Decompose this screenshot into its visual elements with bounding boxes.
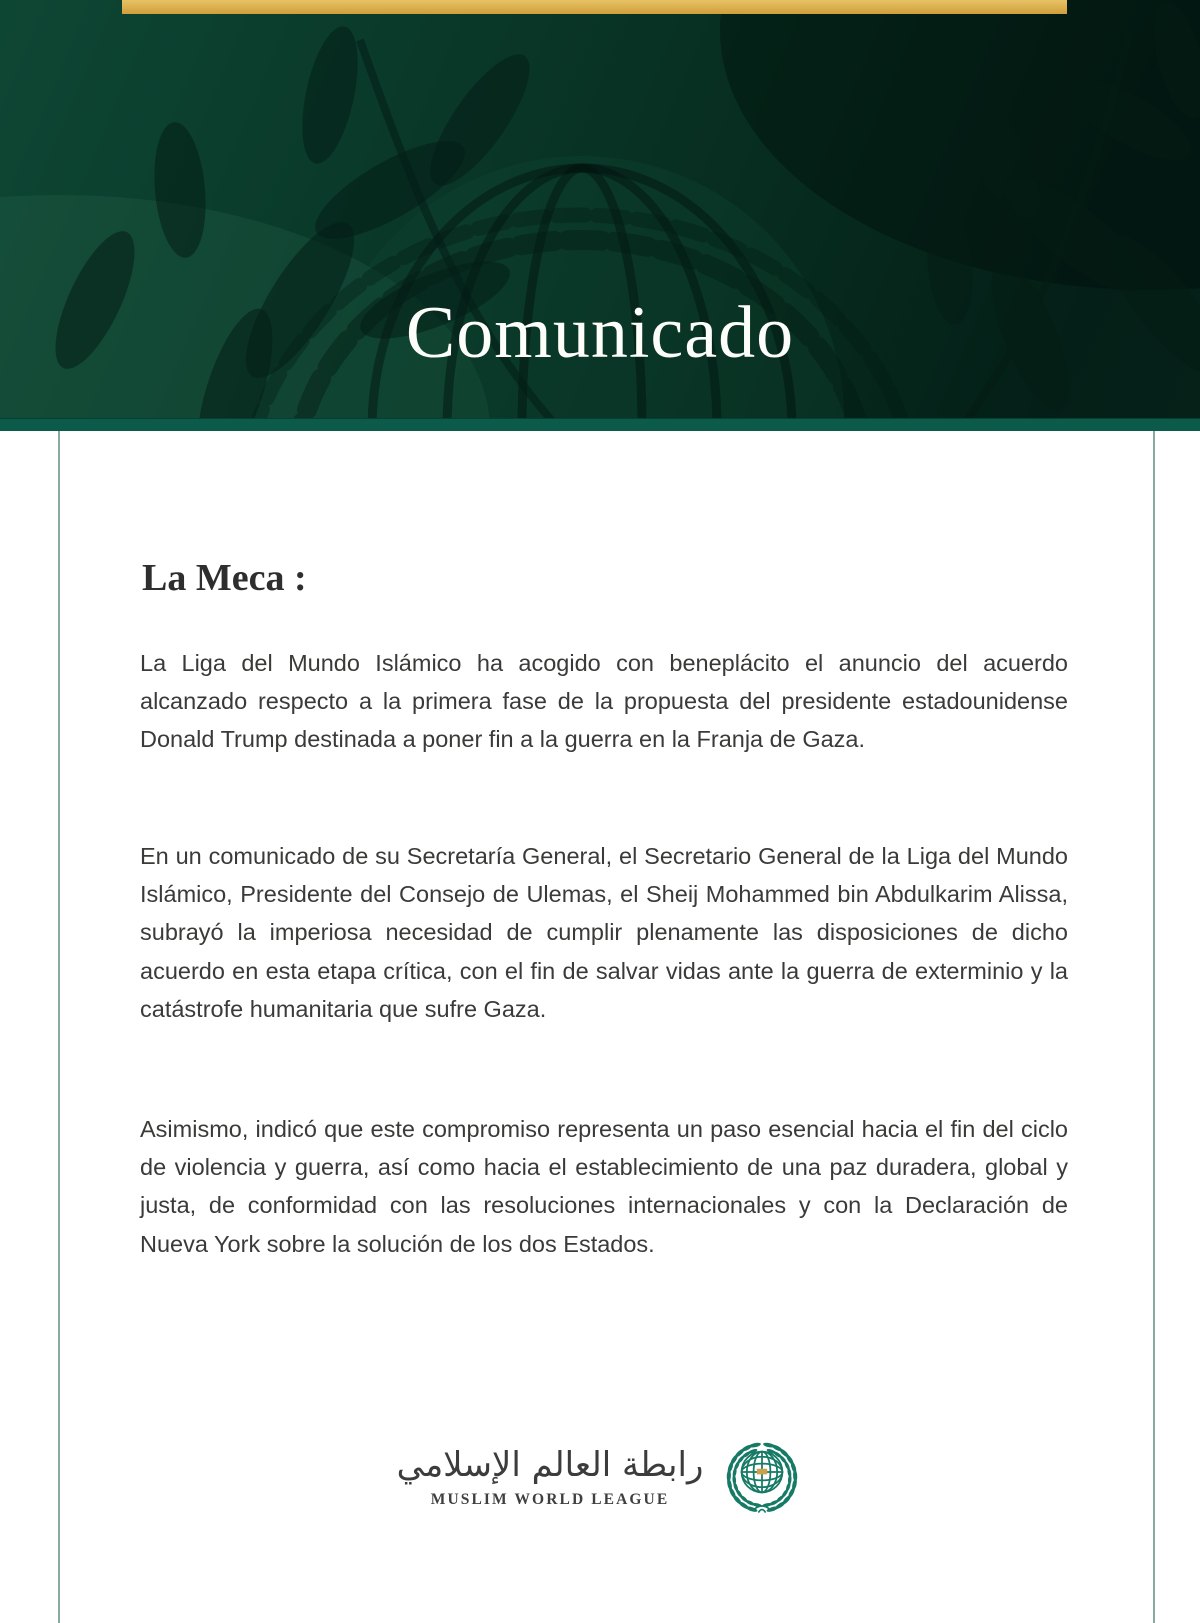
page-title: Comunicado — [405, 292, 795, 374]
globe-laurel-emblem-icon — [721, 1436, 803, 1516]
header-banner — [0, 0, 1200, 418]
paragraph: En un comunicado de su Secretaría General, el Secretario General de la Liga del Mundo Islámico, Presidente del Consejo de Ulemas, el Sheij Mohammed bin Abdulkarim Alissa, subrayó la imperiosa necesidad de cumplir plenamente las disposiciones de dicho acuerdo en esta etapa crítica, con el fin de salvar vidas ante la guerra de exterminio y la catástrofe humanitaria que sufre Gaza. — [140, 843, 1068, 1022]
mwl-logo-text — [397, 1443, 704, 1510]
gold-accent-bar — [122, 0, 1067, 14]
mwl-arabic-logotype: رابطة العالم الإسلامي — [396, 1444, 704, 1485]
paragraph: La Liga del Mundo Islámico ha acogido con beneplácito el anuncio del acuerdo alcanzado respecto a la primera fase de la propuesta del presidente estadounidense Donald Trump destinada a poner fin a la guerra en la Franja de Gaza. — [140, 650, 1068, 753]
mwl-logo — [0, 1436, 1200, 1516]
dateline-heading: La Meca : — [142, 557, 307, 599]
paragraph: Asimismo, indicó que este compromiso representa un paso esencial hacia el fin del ciclo de violencia y guerra, así como hacia el establecimiento de una paz duradera, global y justa, de conformidad con las resoluciones internacionales y con la Declaración de Nueva York sobre la solución de los dos Estados. — [140, 1116, 1068, 1257]
mwl-english-logotype: MUSLIM WORLD LEAGUE — [430, 1491, 670, 1509]
teal-divider-band — [0, 418, 1200, 431]
